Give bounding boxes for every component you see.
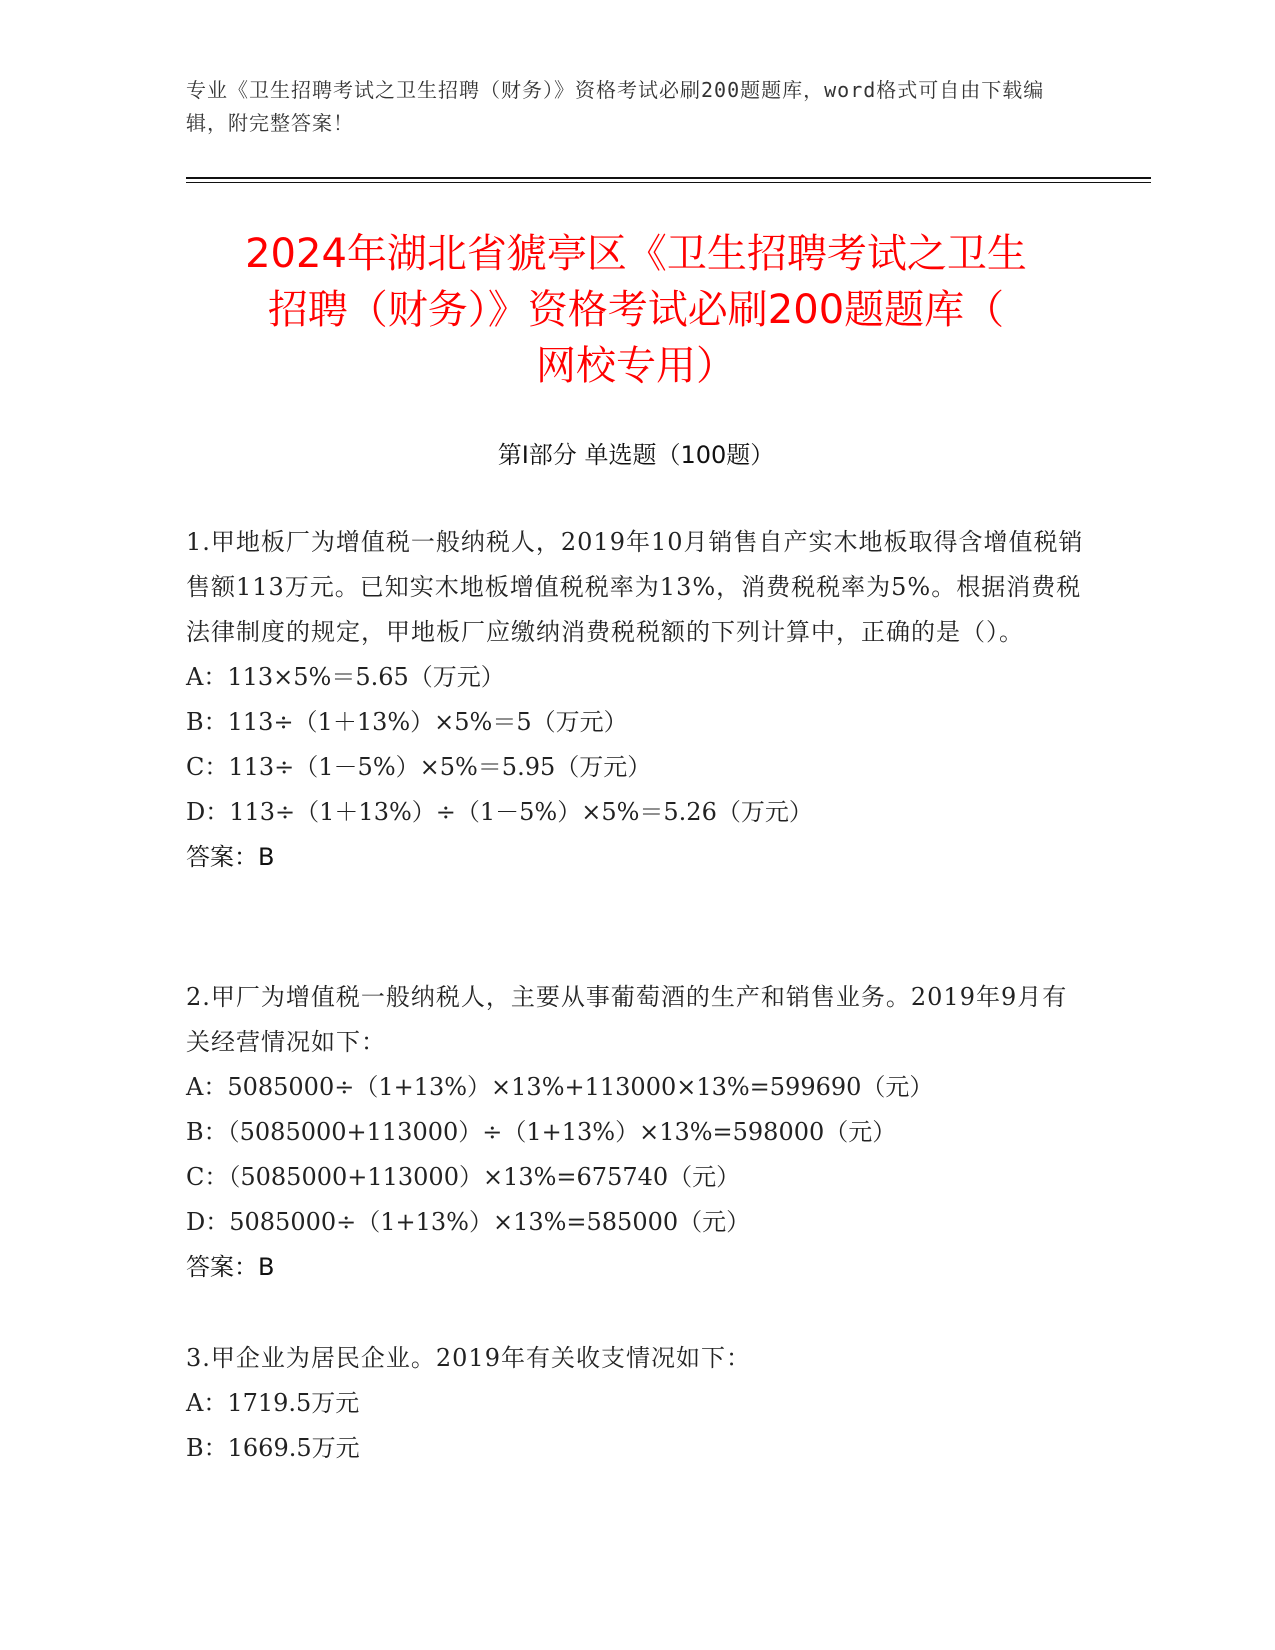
question-stem: 2.甲厂为增值税一般纳税人，主要从事葡萄酒的生产和销售业务。2019年9月有关经营情况如下： bbox=[186, 983, 1068, 1056]
option-b: B：1669.5万元 bbox=[186, 1434, 360, 1462]
section-title: 第I部分 单选题（100题） bbox=[497, 441, 775, 469]
option-a: A：113×5%＝5.65（万元） bbox=[186, 663, 505, 691]
title-line: 2024年湖北省猇亭区《卫生招聘考试之卫生 bbox=[245, 231, 1027, 277]
header-rule-thin bbox=[186, 182, 1151, 183]
question-3 bbox=[186, 1336, 1086, 1471]
option-a: A：5085000÷（1+13%）×13%+113000×13%=599690（元） bbox=[186, 1073, 934, 1101]
option-d: D：113÷（1＋13%）÷（1－5%）×5%＝5.26（万元） bbox=[186, 798, 813, 826]
option-d: D：5085000÷（1+13%）×13%=585000（元） bbox=[186, 1208, 751, 1236]
question-1 bbox=[186, 520, 1086, 880]
document-title bbox=[186, 226, 1086, 394]
title-line: 网校专用） bbox=[536, 343, 736, 389]
option-c: C：113÷（1－5%）×5%＝5.95（万元） bbox=[186, 753, 652, 781]
header-note: 专业《卫生招聘考试之卫生招聘（财务）》资格考试必刷200题题库，word格式可自由下载编辑，附完整答案！ bbox=[186, 78, 1045, 135]
option-c: C：（5085000+113000）×13%=675740（元） bbox=[186, 1163, 741, 1191]
question-2 bbox=[186, 975, 1086, 1290]
option-b: B：113÷（1＋13%）×5%＝5（万元） bbox=[186, 708, 628, 736]
answer: 答案：B bbox=[186, 1253, 275, 1281]
answer: 答案：B bbox=[186, 843, 275, 871]
question-stem: 3.甲企业为居民企业。2019年有关收支情况如下： bbox=[186, 1344, 751, 1372]
header-rule-thick bbox=[186, 177, 1151, 179]
question-stem: 1.甲地板厂为增值税一般纳税人，2019年10月销售自产实木地板取得含增值税销售额113万元。已知实木地板增值税税率为13%，消费税税率为5%。根据消费税法律制度的规定，甲地板厂应缴纳消费税税额的下列计算中，正确的是（）。 bbox=[186, 528, 1084, 646]
option-a: A：1719.5万元 bbox=[186, 1389, 360, 1417]
option-b: B：（5085000+113000）÷（1+13%）×13%=598000（元） bbox=[186, 1118, 897, 1146]
title-line: 招聘（财务）》资格考试必刷200题题库（ bbox=[267, 287, 1005, 333]
